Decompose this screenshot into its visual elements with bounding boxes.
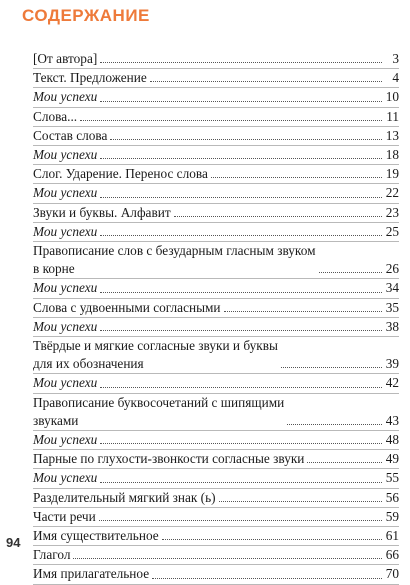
toc-entry — [33, 69, 399, 88]
toc-entry — [33, 146, 399, 165]
toc-entry-page: 49 — [385, 451, 399, 467]
page-title: СОДЕРЖАНИЕ — [22, 6, 150, 25]
toc-entry-page: 10 — [385, 89, 399, 105]
toc-entry-title: Мои успехи — [33, 375, 98, 391]
dot-leader — [211, 177, 382, 178]
toc-entry — [33, 88, 399, 107]
dot-leader — [224, 311, 382, 312]
toc-entry-page: 66 — [385, 547, 399, 563]
toc-entry-title: Твёрдые и мягкие согласные звуки и буквы для их обозначения — [33, 338, 278, 372]
toc-entry — [33, 50, 399, 69]
toc-entry-title: Текст. Предложение — [33, 70, 147, 86]
toc-entry-title: Мои успехи — [33, 223, 98, 239]
toc-entry — [33, 546, 399, 565]
toc-entry-page: 19 — [385, 166, 399, 182]
toc-entry-title: Состав слова — [33, 127, 108, 143]
toc-entry-title: Мои успехи — [33, 470, 98, 486]
toc-entry — [33, 223, 399, 242]
toc-entry-page: 26 — [385, 261, 399, 277]
toc-entry-page: 42 — [385, 375, 399, 391]
toc-entry-title: Мои успехи — [33, 280, 98, 296]
toc-entry-title: Парные по глухости-звонкости согласные звуки — [33, 451, 305, 467]
toc-entry — [33, 318, 399, 337]
toc-entry — [33, 337, 399, 374]
toc-entry-page: 55 — [385, 470, 399, 486]
toc-entry-page: 25 — [385, 223, 399, 239]
dot-leader — [100, 197, 382, 198]
toc-entry — [33, 394, 399, 431]
toc-entry-page: 59 — [385, 508, 399, 524]
toc-entry-page: 56 — [385, 489, 399, 505]
toc-entry — [33, 527, 399, 546]
toc-entry — [33, 431, 399, 450]
toc-entry — [33, 204, 399, 223]
toc-entry-title: Правописание буквосочетаний с шипящими звуками — [33, 394, 285, 428]
dot-leader — [110, 139, 382, 140]
toc-entry-page: 3 — [392, 51, 399, 66]
toc-entry-page: 39 — [385, 356, 399, 372]
toc-entry — [33, 508, 399, 527]
dot-leader — [73, 558, 382, 559]
toc-entry-title: Глагол — [33, 547, 71, 563]
dot-leader — [281, 367, 382, 368]
dot-leader — [100, 235, 382, 236]
toc-entry-page: 70 — [385, 566, 399, 582]
dot-leader — [100, 330, 382, 331]
dot-leader — [100, 443, 382, 444]
toc-entry-page: 23 — [385, 204, 399, 220]
toc-entry-page: 18 — [385, 147, 399, 163]
dot-leader — [307, 462, 382, 463]
dot-leader — [152, 578, 382, 579]
toc-entry — [33, 165, 399, 184]
toc-entry — [33, 108, 399, 127]
dot-leader — [100, 292, 382, 293]
dot-leader — [287, 424, 382, 425]
toc-entry-page: 22 — [385, 185, 399, 201]
toc-entry — [33, 299, 399, 318]
dot-leader — [100, 387, 382, 388]
toc-entry — [33, 565, 399, 584]
toc-entry-page: 34 — [385, 280, 399, 296]
toc-entry-title: Имя существительное — [33, 528, 159, 544]
dot-leader — [99, 520, 382, 521]
toc-entry-title: [От автора] — [33, 51, 98, 66]
toc-entry-title: Мои успехи — [33, 432, 98, 448]
toc-entry — [33, 469, 399, 488]
dot-leader — [100, 101, 382, 102]
table-of-contents — [33, 50, 399, 585]
toc-entry-page: 13 — [385, 127, 399, 143]
toc-entry-title: Мои успехи — [33, 318, 98, 334]
dot-leader — [150, 81, 382, 82]
toc-entry — [33, 489, 399, 508]
toc-entry-page: 61 — [385, 528, 399, 544]
toc-entry-title: Правописание слов с безударным гласным звуком в корне — [33, 243, 316, 277]
dot-leader — [219, 501, 382, 502]
toc-entry-title: Слог. Ударение. Перенос слова — [33, 166, 208, 182]
toc-entry — [33, 184, 399, 203]
dot-leader — [80, 120, 382, 121]
toc-entry-title: Слова... — [33, 108, 78, 124]
toc-entry — [33, 374, 399, 393]
dot-leader — [100, 62, 382, 63]
dot-leader — [100, 482, 382, 483]
toc-entry — [33, 279, 399, 298]
toc-entry-page: 48 — [385, 432, 399, 448]
toc-entry-page: 4 — [392, 70, 399, 86]
toc-entry-title: Разделительный мягкий знак (ь) — [33, 489, 216, 505]
toc-entry-page: 43 — [385, 412, 399, 428]
dot-leader — [162, 539, 382, 540]
dot-leader — [319, 272, 382, 273]
toc-entry — [33, 242, 399, 279]
toc-entry-page: 38 — [385, 318, 399, 334]
toc-entry-title: Звуки и буквы. Алфавит — [33, 204, 171, 220]
toc-entry-title: Слова с удвоенными согласными — [33, 299, 221, 315]
toc-entry — [33, 450, 399, 469]
toc-entry-page: 35 — [385, 299, 399, 315]
toc-entry-title: Мои успехи — [33, 185, 98, 201]
toc-entry-title: Мои успехи — [33, 147, 98, 163]
toc-entry-title: Части речи — [33, 508, 96, 524]
dot-leader — [174, 216, 382, 217]
toc-entry — [33, 127, 399, 146]
toc-entry-page: 11 — [386, 108, 399, 124]
toc-entry-title: Имя прилагательное — [33, 566, 150, 582]
dot-leader — [100, 158, 382, 159]
page-number: 94 — [6, 535, 21, 550]
toc-entry-title: Мои успехи — [33, 89, 98, 105]
